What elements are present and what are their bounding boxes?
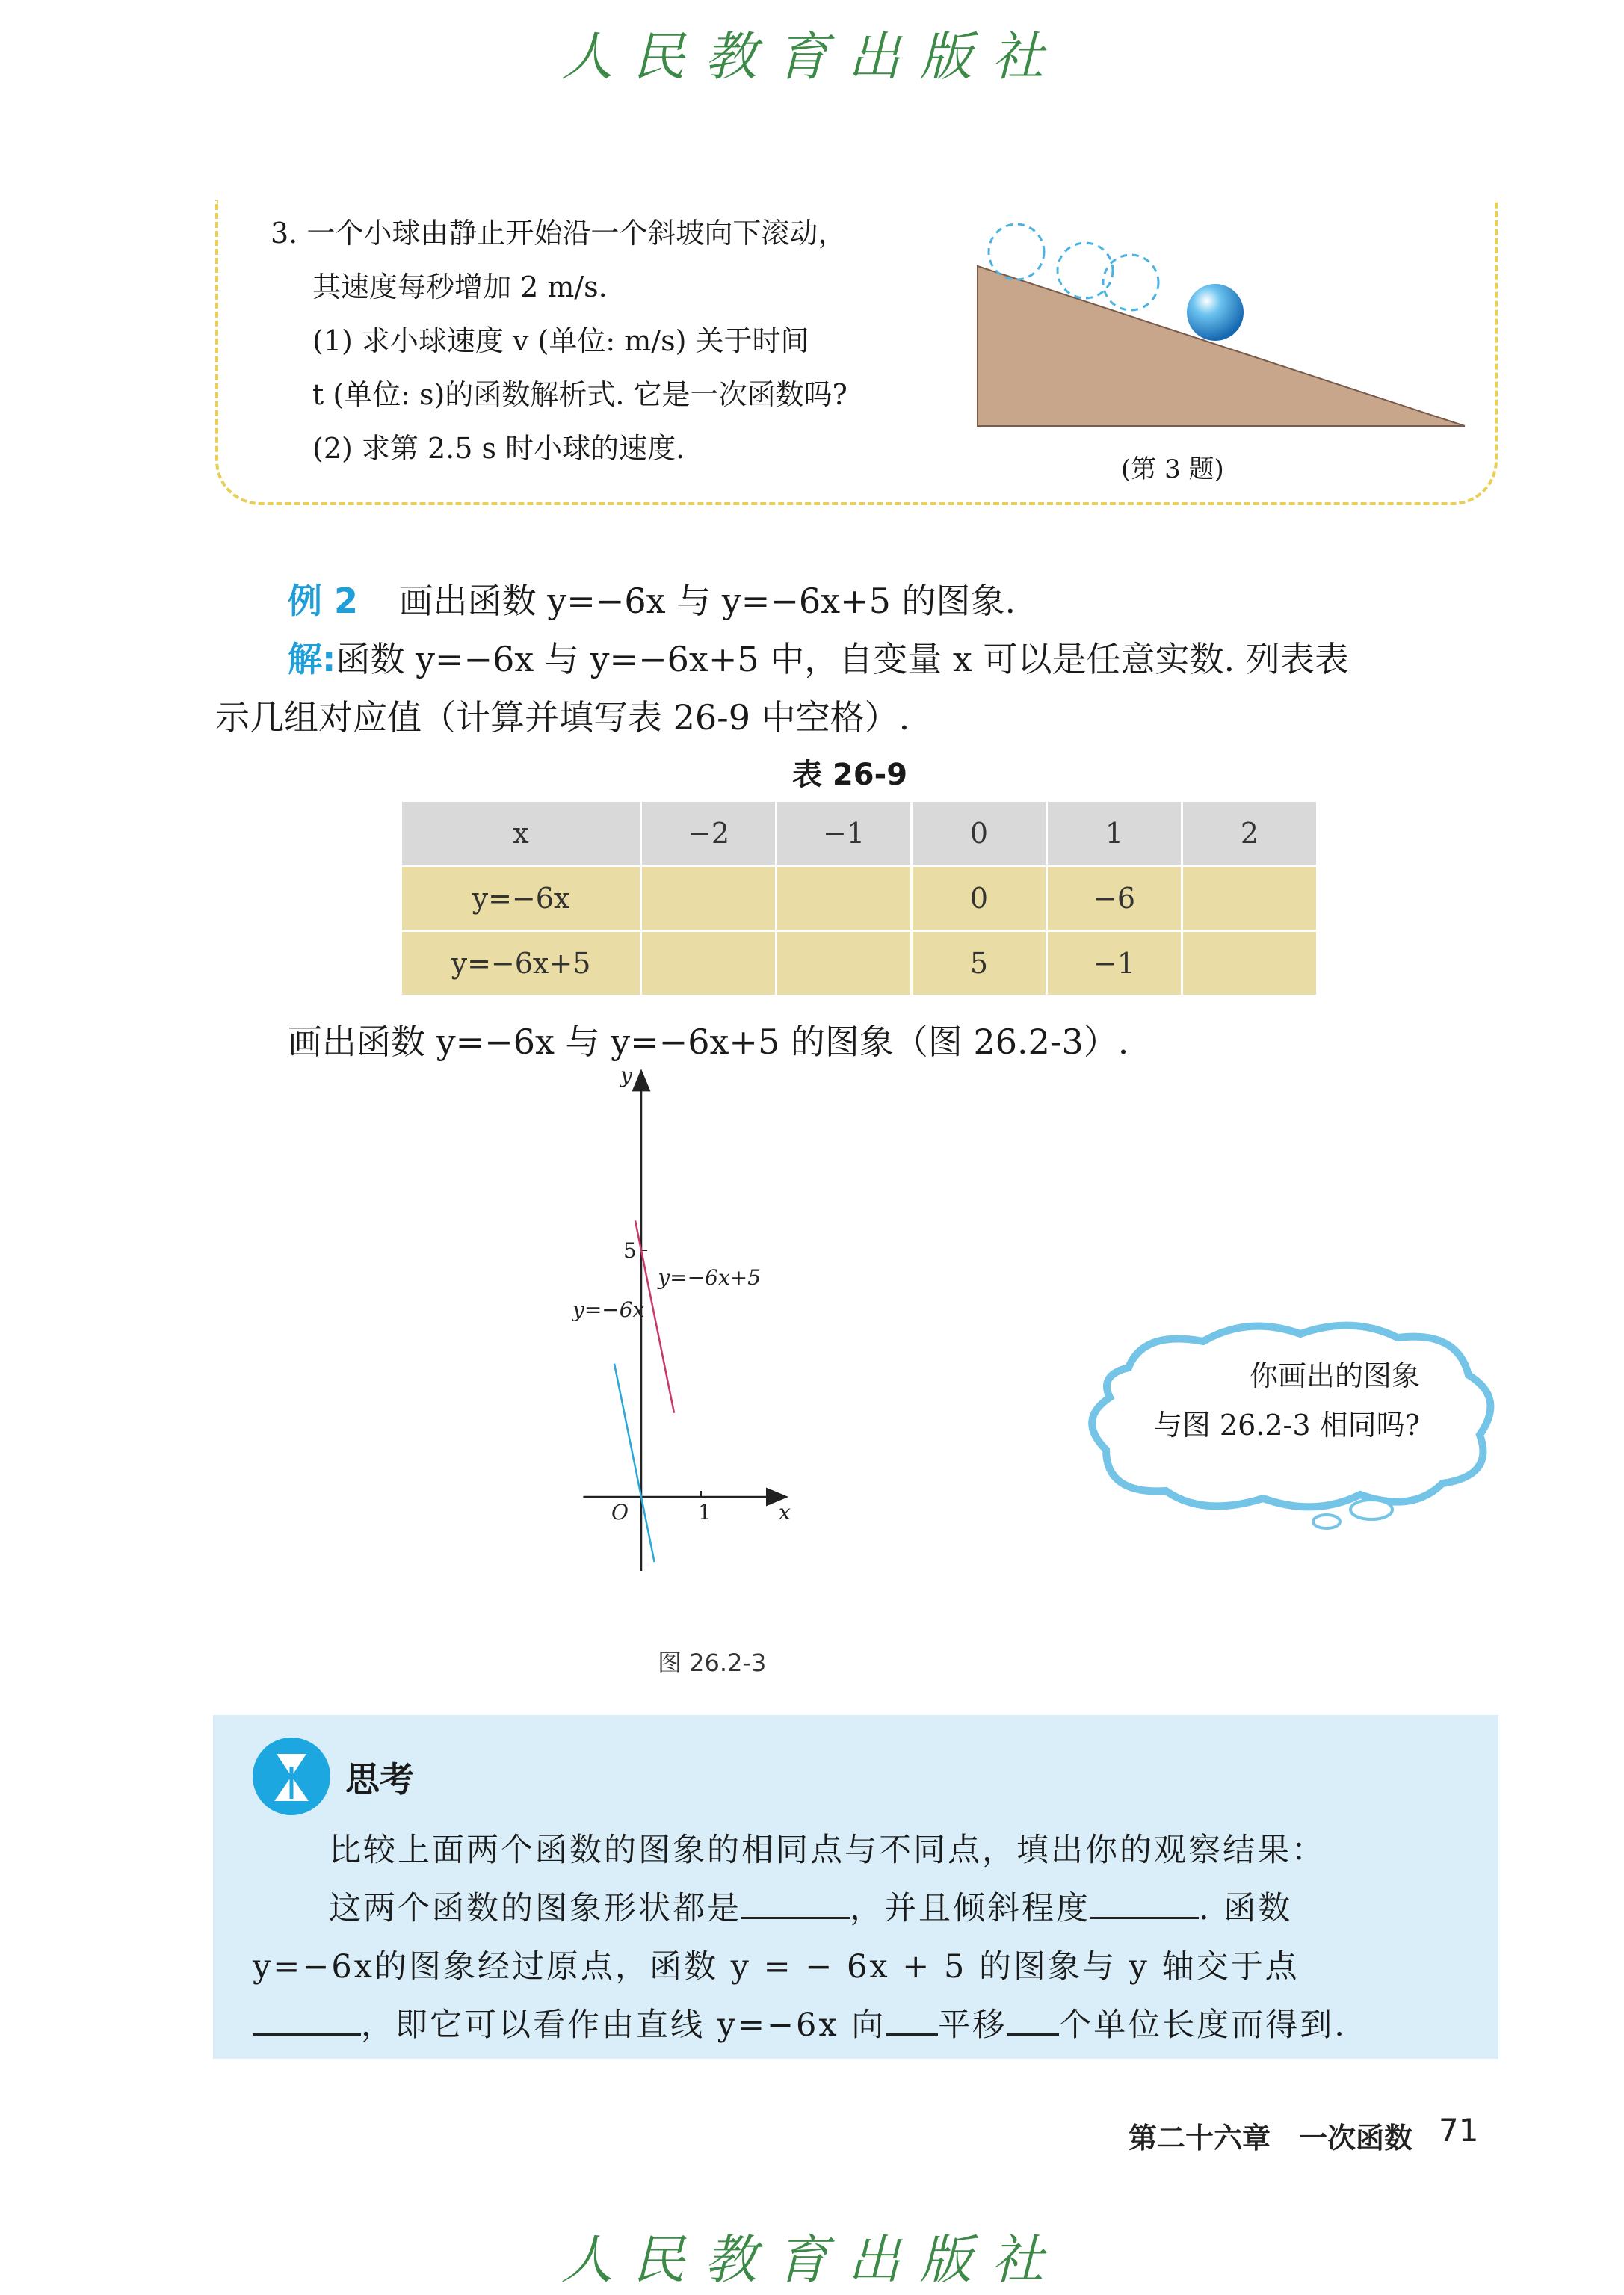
value-table (400, 800, 1318, 997)
table-cell: −2 (641, 801, 777, 866)
table-cell (777, 931, 912, 996)
solution-line-2: 示几组对应值（计算并填写表 26-9 中空格）. (215, 697, 910, 738)
example-label: 例 2 (288, 581, 359, 621)
answer-blank[interactable] (253, 2008, 361, 2036)
think-line-1: 比较上面两个函数的图象的相同点与不同点，填出你的观察结果： (329, 1832, 1326, 1869)
exercise-line-5: (2) 求第 2.5 s 时小球的速度. (312, 432, 685, 465)
series-label: y=−6x (572, 1297, 645, 1323)
think-title: 思考 (345, 1759, 414, 1800)
x-axis-label: x (779, 1500, 791, 1525)
answer-blank[interactable] (1007, 2008, 1059, 2036)
table-title: 表 26-9 (792, 758, 908, 792)
think-text: ，并且倾斜程度 (850, 1890, 1090, 1927)
exercise-line-4: t (单位: s)的函数解析式. 它是一次函数吗? (312, 378, 847, 411)
series-label: y=−6x+5 (658, 1265, 762, 1291)
x-tick-label: 1 (698, 1500, 711, 1525)
table-cell: x (401, 801, 641, 866)
publisher-header: 人民教育出版社 (561, 26, 1063, 87)
ball-trace-3 (1103, 255, 1158, 310)
think-text: 个单位长度而得到. (1059, 2007, 1347, 2044)
exercise-figure-caption: (第 3 题) (1121, 454, 1224, 484)
table-row (401, 866, 1318, 931)
answer-blank[interactable] (1090, 1891, 1199, 1919)
answer-blank[interactable] (886, 2008, 938, 2036)
solution-line-1 (288, 630, 1349, 688)
table-cell (777, 866, 912, 931)
table-cell: y=−6x (401, 866, 641, 931)
solution-label: 解: (288, 639, 336, 679)
think-text: 这两个函数的图象形状都是 (329, 1890, 741, 1927)
think-line-3: y=−6x的图象经过原点，函数 y = − 6x + 5 的图象与 y 轴交于点 (253, 1948, 1300, 1986)
ball (1187, 284, 1244, 341)
exercise-line-1: 3. 一个小球由静止开始沿一个斜坡向下滚动， (271, 217, 847, 250)
answer-blank[interactable] (741, 1891, 850, 1919)
table-cell: −6 (1047, 866, 1182, 931)
think-line-4 (253, 1996, 1347, 2054)
table-cell: 0 (912, 866, 1047, 931)
table-cell: 0 (912, 801, 1047, 866)
table-cell (1182, 866, 1318, 931)
bubble-dot-2 (1313, 1515, 1340, 1528)
table-cell: 5 (912, 931, 1047, 996)
exercise-line-3: (1) 求小球速度 v (单位: m/s) 关于时间 (312, 324, 809, 357)
table-cell (641, 931, 777, 996)
table-cell: y=−6x+5 (401, 931, 641, 996)
exercise-line-2: 其速度每秒增加 2 m/s. (312, 271, 608, 303)
ball-trace-1 (989, 224, 1044, 279)
think-icon (250, 1735, 333, 1817)
solution-text-1: 函数 y=−6x 与 y=−6x+5 中，自变量 x 可以是任意实数. 列表表 (336, 639, 1349, 679)
figure-caption: 图 26.2-3 (658, 1649, 767, 1677)
draw-instruction: 画出函数 y=−6x 与 y=−6x+5 的图象（图 26.2-3）. (288, 1022, 1129, 1062)
example-heading (288, 572, 1016, 630)
example-text: 画出函数 y=−6x 与 y=−6x+5 的图象. (398, 581, 1016, 621)
bubble-line-1: 你画出的图象 (1249, 1359, 1420, 1392)
bubble-dot-1 (1350, 1500, 1392, 1519)
table-cell (1182, 931, 1318, 996)
table-row (401, 931, 1318, 996)
table-cell: 1 (1047, 801, 1182, 866)
origin-label: O (611, 1500, 629, 1525)
y-tick-label: 5 (623, 1238, 637, 1263)
think-text: 平移 (938, 2007, 1007, 2044)
chapter-title: 第二十六章 一次函数 (1129, 2122, 1413, 2155)
table-cell: 2 (1182, 801, 1318, 866)
table-cell (641, 866, 777, 931)
ball-trace-2 (1058, 243, 1113, 298)
y-axis-label: y (620, 1063, 632, 1088)
table-header-row (401, 801, 1318, 866)
think-text: . 函数 (1199, 1890, 1293, 1927)
slope-illustration (964, 209, 1472, 433)
function-graph (493, 1061, 957, 1637)
bubble-line-2: 与图 26.2-3 相同吗? (1153, 1409, 1420, 1442)
series-line (614, 1364, 655, 1562)
think-line-2 (329, 1879, 1292, 1938)
table-cell: −1 (777, 801, 912, 866)
publisher-footer: 人民教育出版社 (561, 2229, 1063, 2291)
think-text: ，即它可以看作由直线 y=−6x 向 (361, 2007, 886, 2044)
table-cell: −1 (1047, 931, 1182, 996)
page-number: 71 (1439, 2112, 1479, 2149)
